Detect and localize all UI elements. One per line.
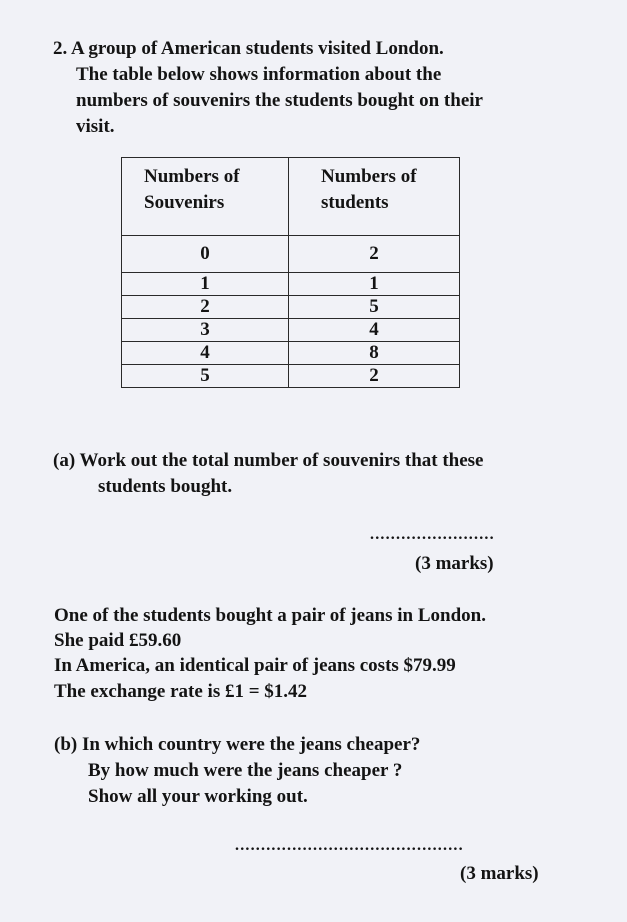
cell-souvenirs: 3: [122, 319, 289, 342]
question-text-line: numbers of souvenirs the students bought on their: [76, 90, 483, 111]
table-header-row: [122, 158, 460, 236]
cell-souvenirs: 1: [122, 273, 289, 296]
header-students: [289, 158, 460, 236]
souvenir-table-wrapper: [121, 157, 460, 388]
question-text-line: The table below shows information about the: [76, 64, 442, 85]
cell-students: 2: [289, 365, 460, 388]
part-b-question: (b) In which country were the jeans cheaper?: [54, 734, 421, 755]
cell-students: 1: [289, 273, 460, 296]
table-row: [122, 365, 460, 388]
header-line: Numbers of: [144, 166, 240, 187]
header-line: Numbers of: [321, 166, 417, 187]
jeans-text-line: One of the students bought a pair of jeans in London.: [54, 605, 486, 626]
cell-souvenirs: 4: [122, 342, 289, 365]
part-a-question: (a) Work out the total number of souvenirs that these: [53, 450, 484, 471]
jeans-text-line: In America, an identical pair of jeans costs $79.99: [54, 655, 456, 676]
table-row: [122, 273, 460, 296]
table-row: [122, 296, 460, 319]
header-souvenirs: [122, 158, 289, 236]
cell-students: 2: [289, 236, 460, 273]
cell-students: 8: [289, 342, 460, 365]
cell-students: 5: [289, 296, 460, 319]
part-a-answer-line[interactable]: ........................: [370, 526, 495, 543]
table-row: [122, 236, 460, 273]
cell-souvenirs: 5: [122, 365, 289, 388]
part-b-answer-line[interactable]: ............................................: [235, 837, 464, 854]
part-a-question-cont: students bought.: [98, 476, 233, 497]
table-row: [122, 342, 460, 365]
jeans-text-line: The exchange rate is £1 = $1.42: [54, 681, 308, 702]
part-b-marks: (3 marks): [460, 863, 539, 884]
souvenir-frequency-table: [121, 157, 460, 388]
part-a-marks: (3 marks): [415, 553, 494, 574]
table-row: [122, 319, 460, 342]
cell-souvenirs: 0: [122, 236, 289, 273]
question-text-line: visit.: [76, 116, 115, 137]
part-b-question-cont: Show all your working out.: [88, 786, 308, 807]
question-heading: 2. A group of American students visited London.: [53, 38, 444, 59]
cell-souvenirs: 2: [122, 296, 289, 319]
header-line: students: [321, 192, 389, 213]
cell-students: 4: [289, 319, 460, 342]
header-line: Souvenirs: [144, 192, 225, 213]
jeans-text-line: She paid £59.60: [54, 630, 182, 651]
part-b-question-cont: By how much were the jeans cheaper ?: [88, 760, 403, 781]
